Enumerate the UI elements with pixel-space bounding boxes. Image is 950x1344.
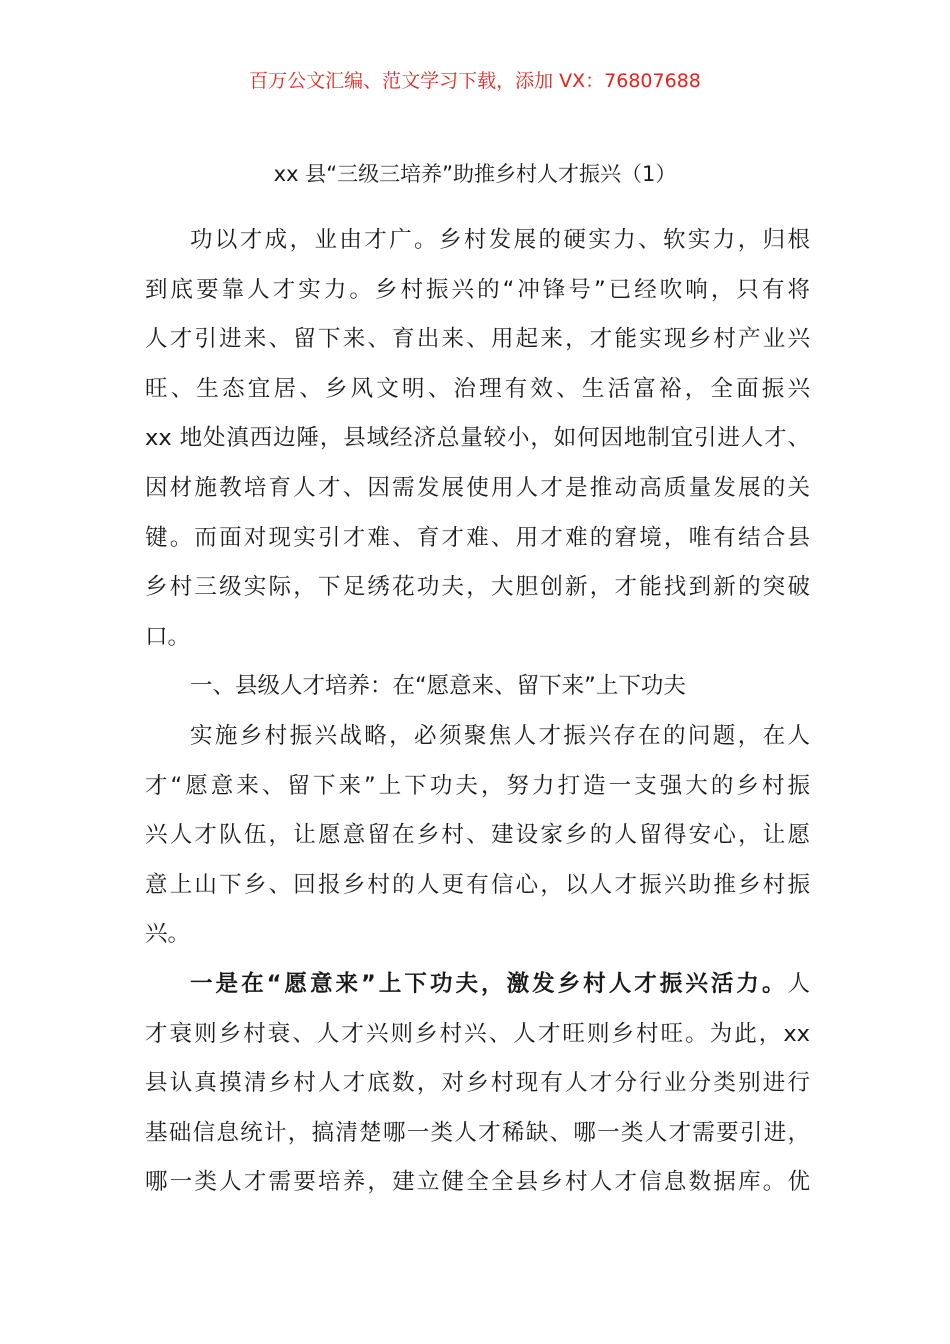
text-line: 县认真摸清乡村人才底数，对乡村现有人才分行业分类别进行	[145, 1070, 810, 1097]
text-line: 才衰则乡村衰、人才兴则乡村兴、人才旺则乡村旺。为此，xx	[145, 1020, 810, 1047]
text-line: xx 地处滇西边陲，县域经济总量较小，如何因地制宜引进人才、	[145, 425, 810, 452]
header-banner: 百万公文汇编、范文学习下载，添加 VX：76807688	[249, 70, 701, 92]
text-line: 基础信息统计，搞清楚哪一类人才稀缺、哪一类人才需要引进，	[145, 1119, 810, 1146]
text-line: 实施乡村振兴战略，必须聚焦人才振兴存在的问题，在人	[190, 722, 810, 749]
text-line: 功以才成，业由才广。乡村发展的硬实力、软实力，归根	[190, 227, 810, 253]
section-heading	[145, 662, 810, 712]
document-body	[145, 216, 810, 1208]
text-line: 人才引进来、留下来、育出来、用起来，才能实现乡村产业兴	[145, 326, 810, 353]
paragraph-intro	[145, 216, 810, 662]
text-line: 因材施教培育人才、因需发展使用人才是推动高质量发展的关	[145, 474, 810, 501]
text-line	[145, 960, 810, 1010]
text-line: 到底要靠人才实力。乡村振兴的“冲锋号”已经吹响，只有将	[145, 276, 810, 303]
text-line: 旺、生态宜居、乡风文明、治理有效、生活富裕，全面振兴	[145, 375, 810, 402]
text-line: 意上山下乡、回报乡村的人更有信心，以人才振兴助推乡村振	[145, 871, 810, 898]
text-line: 兴。	[145, 921, 191, 948]
paragraph-strategy	[145, 712, 810, 960]
text-line: 兴人才队伍，让愿意留在乡村、建设家乡的人留得安心，让愿	[145, 822, 810, 849]
bold-lead: 一是在“愿意来”上下功夫，激发乡村人才振兴活力。	[190, 970, 788, 997]
text-line: 键。而面对现实引才难、育才难、用才难的窘境，唯有结合县	[145, 524, 810, 551]
text-line: 口。	[145, 623, 191, 650]
lead-rest: 人	[787, 970, 810, 997]
text-line: 乡村三级实际，下足绣花功夫，大胆创新，才能找到新的突破	[145, 574, 810, 601]
text-line: 一、县级人才培养：在“愿意来、留下来”上下功夫	[190, 673, 686, 700]
text-line: 才“愿意来、留下来”上下功夫，努力打造一支强大的乡村振	[145, 772, 810, 799]
document-title: xx 县“三级三培养”助推乡村人才振兴（1）	[273, 162, 677, 186]
text-line: 哪一类人才需要培养，建立健全全县乡村人才信息数据库。优	[145, 1169, 810, 1196]
paragraph-point-one	[145, 960, 810, 1208]
